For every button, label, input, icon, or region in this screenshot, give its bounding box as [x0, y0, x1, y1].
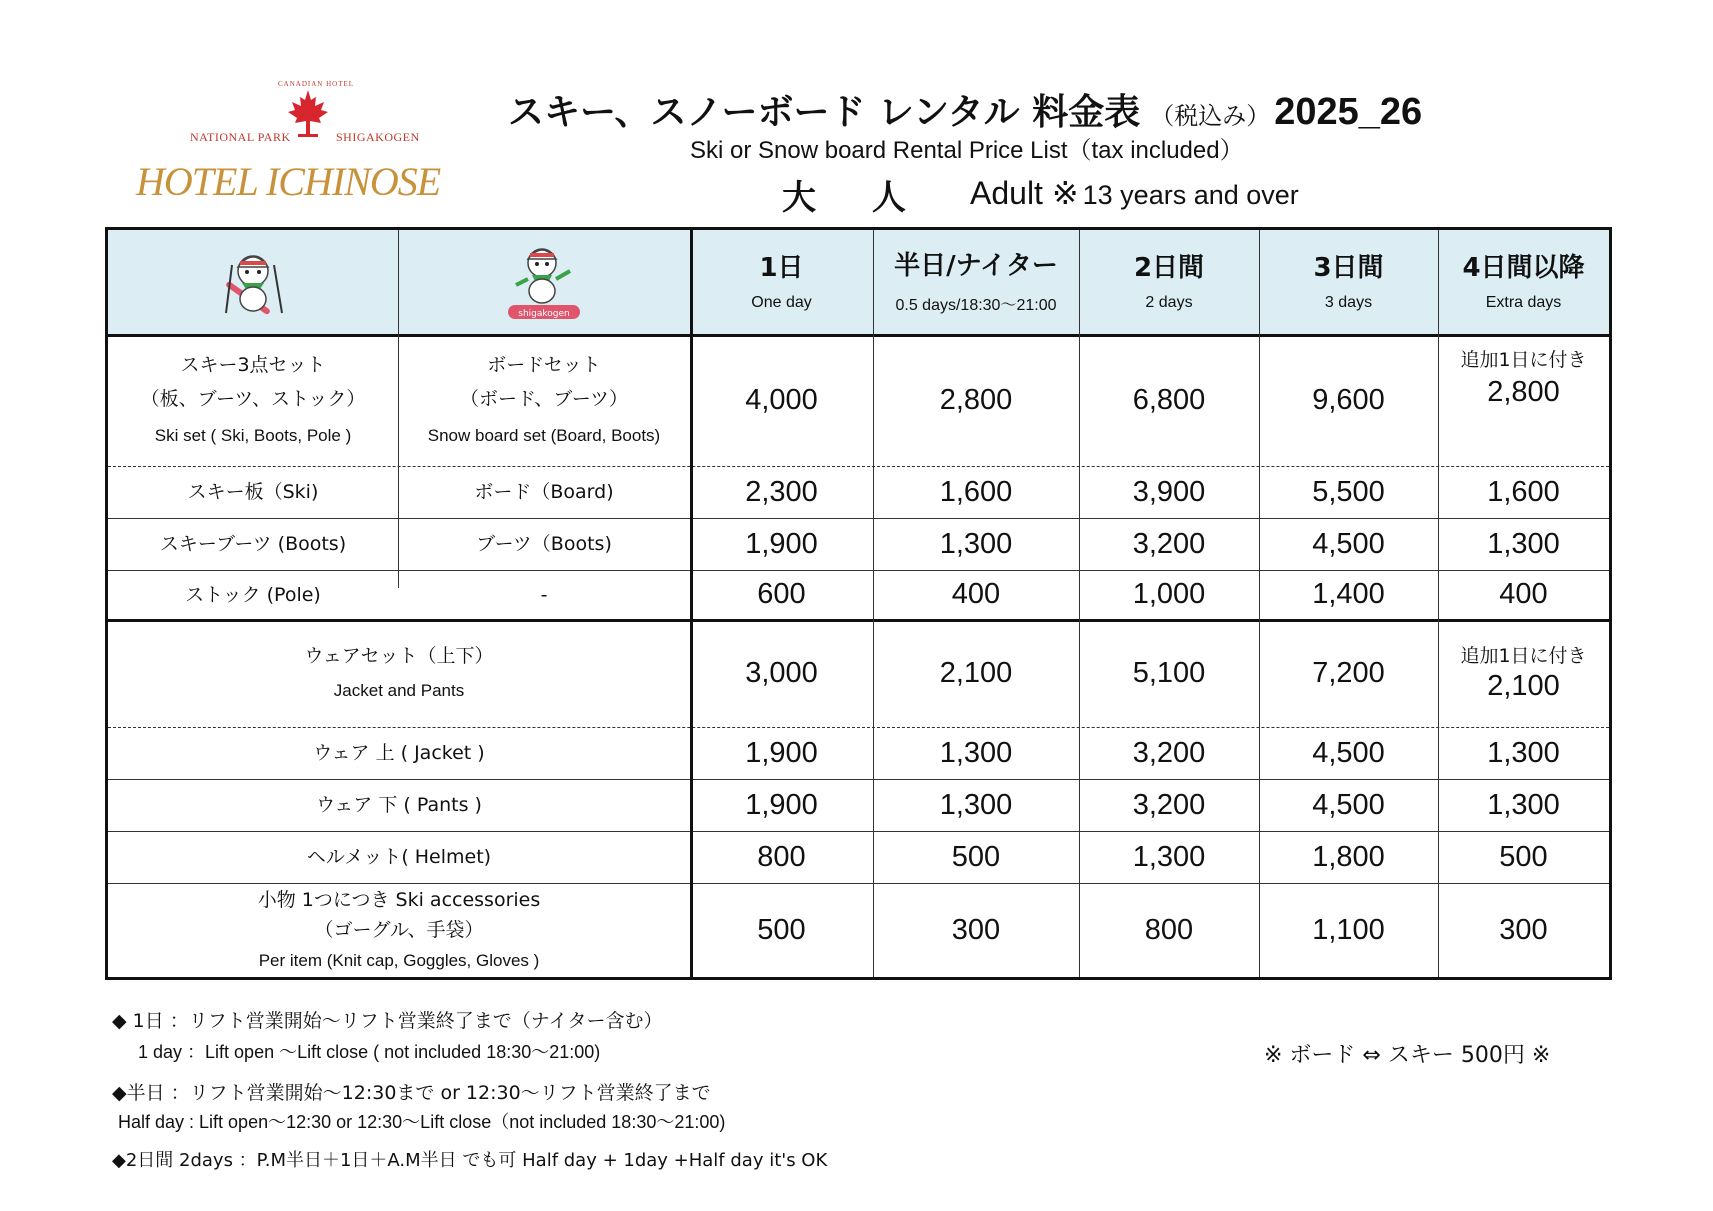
price-value: 1,300 [939, 527, 1013, 560]
note-one-day-jp: ◆ 1日 ：リフト営業開始～リフト営業終了まで（ナイター含む） [112, 1010, 663, 1032]
title-year: 2025_26 [1274, 91, 1423, 133]
ski-set-jp2: （板、ブーツ、ストック） [140, 388, 366, 410]
board-set-jp2: （ボード、ブーツ） [460, 388, 628, 410]
column-header [1438, 230, 1609, 334]
price-cell [1259, 727, 1438, 779]
ski-item-label [108, 518, 398, 570]
price-cell [1079, 779, 1259, 831]
price-cell [690, 466, 873, 518]
price-cell [1259, 466, 1438, 518]
price-cell [873, 779, 1079, 831]
price-cell [690, 883, 873, 977]
item-label: ストック (Pole) [185, 583, 321, 606]
price-cell [1079, 466, 1259, 518]
price-value: 2,300 [745, 475, 818, 508]
note-one-day-en: 1 day ：Lift open ～Lift close ( not included 18:30～21:00) [138, 1042, 601, 1062]
helmet-label [108, 831, 690, 883]
price-cell [1079, 518, 1259, 570]
price-value: 6,800 [1132, 383, 1206, 416]
price-value: 4,500 [1312, 736, 1385, 769]
price-cell [1438, 831, 1609, 883]
price-value: 5,500 [1312, 475, 1385, 508]
column-header-jp: 4日間以降 [1462, 253, 1585, 283]
note-two-days: ◆2日間 2days ：P.M半日＋1日＋A.M半日 でも可 Half day + 1day +Half day it's OK [112, 1150, 828, 1171]
price-value: 1,000 [1132, 578, 1206, 610]
price-cell [1079, 727, 1259, 779]
logo-hotel-name: HOTEL ICHINOSE [136, 159, 441, 204]
price-value: 500 [1499, 840, 1548, 873]
price-cell [1079, 883, 1259, 977]
adult-title-en [970, 174, 1299, 212]
price-value: 1,300 [939, 788, 1013, 821]
price-value: 9,600 [1312, 383, 1385, 416]
price-cell [1259, 334, 1438, 466]
ski-set-label [108, 334, 398, 466]
item-label: ブーツ（Boots) [476, 533, 612, 555]
price-cell [1438, 727, 1609, 779]
ski-item-label [108, 466, 398, 518]
accessories-jp2: （ゴーグル、手袋） [314, 919, 484, 941]
adult-label: Adult ※ [970, 175, 1079, 211]
column-header [1259, 230, 1438, 334]
swap-fee-note: ※ ボード ⇔ スキー 500円 ※ [1264, 1043, 1551, 1068]
item-label: ヘルメット( Helmet) [306, 846, 492, 868]
item-label: ウェア 上 ( Jacket ) [313, 742, 485, 764]
board-set-jp: ボードセット [487, 354, 601, 376]
pants-label [108, 779, 690, 831]
accessories-en: Per item (Knit cap, Goggles, Gloves ) [258, 951, 540, 970]
price-cell [690, 334, 873, 466]
price-value: 600 [757, 578, 806, 610]
maple-leaf-icon [286, 88, 330, 140]
board-item-label [398, 570, 690, 619]
price-value: 1,800 [1312, 840, 1385, 873]
price-cell [690, 619, 873, 727]
board-set-label [398, 334, 690, 466]
board-header-cell [398, 230, 690, 334]
price-value: 3,200 [1132, 527, 1206, 560]
price-cell [1079, 570, 1259, 619]
item-label: スキーブーツ (Boots) [159, 533, 347, 555]
price-cell [1259, 883, 1438, 977]
price-cell [1079, 619, 1259, 727]
ski-header-cell [108, 230, 398, 334]
accessories-label [108, 883, 690, 977]
price-value: 1,900 [745, 736, 818, 769]
price-value: 2,100 [1487, 669, 1560, 702]
column-header [1079, 230, 1259, 334]
price-value: 800 [757, 840, 806, 873]
price-cell [873, 619, 1079, 727]
snowboarder-mascot-icon [494, 237, 594, 327]
price-cell [690, 570, 873, 619]
logo-national-park: NATIONAL PARK [190, 130, 291, 144]
page-title [508, 84, 1422, 135]
price-cell [1438, 518, 1609, 570]
item-label: スキー板（Ski) [187, 481, 319, 503]
price-value: 1,400 [1312, 578, 1385, 610]
board-item-label [398, 466, 690, 518]
column-header-en: One day [751, 294, 812, 311]
age-label: 13 years and over [1082, 180, 1299, 210]
price-cell [1259, 518, 1438, 570]
wear-set-jp: ウェアセット（上下） [304, 645, 494, 667]
column-header-jp: 2日間 [1133, 253, 1205, 283]
price-value: 300 [1499, 913, 1548, 946]
price-value: 1,600 [939, 475, 1013, 508]
hotel-logo [118, 80, 498, 220]
price-cell [1259, 570, 1438, 619]
price-cell [1438, 779, 1609, 831]
extra-note: 追加1日に付き [1460, 644, 1587, 667]
accessories-jp: 小物 1つにつき Ski accessories [257, 889, 541, 911]
column-header-jp: 3日間 [1313, 253, 1384, 283]
logo-canadian-hotel: CANADIAN HOTEL [278, 80, 355, 88]
extra-price-cell [1438, 619, 1609, 727]
price-value: 400 [951, 578, 1001, 610]
price-cell [1438, 570, 1609, 619]
price-value: 4,000 [745, 383, 818, 416]
price-cell [1259, 619, 1438, 727]
price-value: 3,900 [1132, 475, 1206, 508]
price-value: 1,300 [1132, 840, 1206, 873]
title-tax: （税込み） [1150, 102, 1271, 130]
price-value: 1,300 [939, 736, 1013, 769]
price-value: 2,800 [939, 383, 1013, 416]
price-cell [1438, 883, 1609, 977]
price-cell [873, 831, 1079, 883]
skier-mascot-icon [208, 237, 298, 327]
ski-item-label [108, 570, 398, 619]
price-value: 1,900 [745, 788, 818, 821]
price-cell [690, 779, 873, 831]
ski-set-jp: スキー3点セット [180, 354, 326, 376]
note-half-day-en: Half day : Lift open～12:30 or 12:30～Lift close（not included 18:30～21:00) [118, 1112, 726, 1132]
price-value: 1,300 [1487, 788, 1560, 821]
title-jp: スキー、スノーボード レンタル 料金表 [508, 92, 1141, 133]
price-value: 3,000 [745, 656, 818, 689]
column-header [690, 230, 873, 334]
price-value: 4,500 [1312, 527, 1385, 560]
price-cell [690, 831, 873, 883]
wear-set-label [108, 619, 690, 727]
price-value: 1,300 [1487, 527, 1560, 560]
price-value: 1,600 [1487, 475, 1560, 508]
price-cell [1079, 831, 1259, 883]
price-cell [873, 883, 1079, 977]
extra-price-cell [1438, 334, 1609, 466]
board-set-en: Snow board set (Board, Boots) [427, 426, 661, 445]
price-value: 400 [1499, 578, 1548, 610]
column-header [873, 230, 1079, 334]
price-table [105, 227, 1612, 980]
price-value: 3,200 [1132, 736, 1206, 769]
price-value: 1,300 [1487, 736, 1560, 769]
price-value: 3,200 [1132, 788, 1206, 821]
board-text: shigakogen [518, 309, 570, 319]
price-cell [1079, 334, 1259, 466]
price-cell [873, 466, 1079, 518]
column-header-en: 2 days [1145, 294, 1193, 311]
price-value: 1,100 [1312, 913, 1385, 946]
item-label: ボード（Board) [474, 481, 614, 503]
item-label: ウェア 下 ( Pants ) [316, 794, 482, 816]
column-header-en: 0.5 days/18:30～21:00 [895, 296, 1057, 314]
price-cell [873, 334, 1079, 466]
price-cell [873, 518, 1079, 570]
column-header-en: 3 days [1324, 294, 1373, 311]
item-label: - [540, 583, 548, 606]
price-value: 800 [1144, 913, 1194, 946]
wear-set-en: Jacket and Pants [333, 681, 465, 700]
price-value: 7,200 [1312, 656, 1385, 689]
column-header-en: Extra days [1485, 294, 1562, 311]
price-cell [873, 727, 1079, 779]
price-value: 2,100 [939, 656, 1013, 689]
price-value: 300 [951, 913, 1001, 946]
board-item-label [398, 518, 690, 570]
column-header-jp: 1日 [759, 253, 804, 283]
price-cell [1259, 779, 1438, 831]
price-value: 500 [757, 913, 806, 946]
price-value: 2,800 [1487, 376, 1560, 408]
ski-set-en: Ski set ( Ski, Boots, Pole ) [154, 426, 352, 445]
jacket-label [108, 727, 690, 779]
logo-shigakogen: SHIGAKOGEN [336, 130, 420, 144]
price-value: 4,500 [1312, 788, 1385, 821]
column-header-jp: 半日/ナイター [894, 250, 1058, 281]
price-cell [690, 518, 873, 570]
note-half-day-jp: ◆半日 ：リフト営業開始～12:30まで or 12:30～リフト営業終了まで [112, 1082, 711, 1104]
price-cell [690, 727, 873, 779]
price-cell [1438, 466, 1609, 518]
adult-title-jp: 大 人 [782, 178, 928, 218]
price-cell [873, 570, 1079, 619]
price-cell [1259, 831, 1438, 883]
price-value: 1,900 [745, 527, 818, 560]
title-en: Ski or Snow board Rental Price List（tax included） [690, 137, 1244, 164]
extra-note: 追加1日に付き [1460, 349, 1587, 371]
price-value: 5,100 [1132, 656, 1206, 689]
price-value: 500 [951, 840, 1001, 873]
